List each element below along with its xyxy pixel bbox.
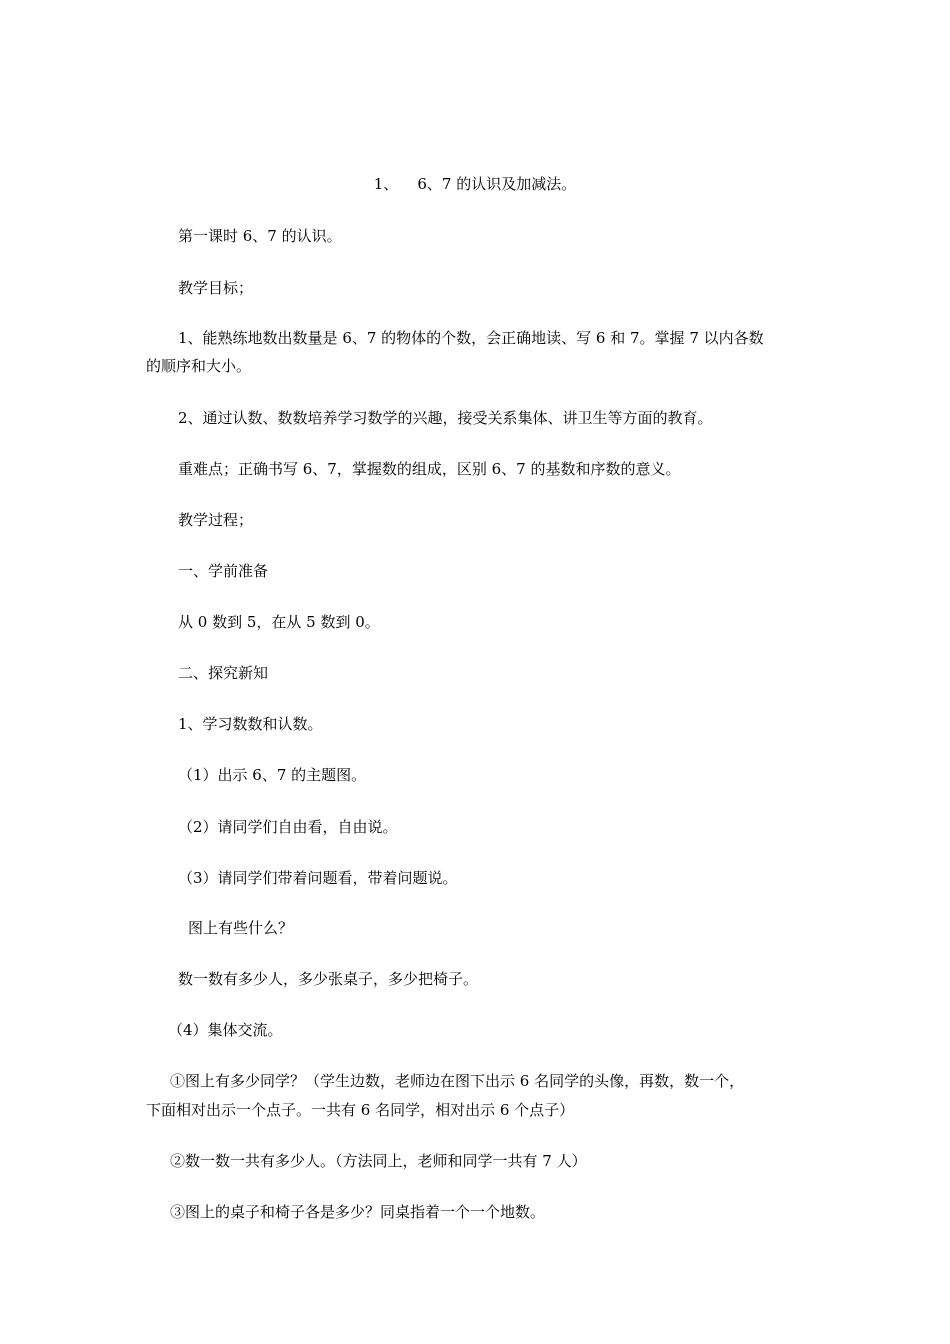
item-3: （3）请同学们带着问题看，带着问题说。 bbox=[178, 869, 458, 887]
lesson-heading: 第一课时 6、7 的认识。 bbox=[178, 227, 342, 245]
sub-step-1: 1、学习数数和认数。 bbox=[178, 715, 323, 733]
objective-1-line-1: 1、能熟练地数出数量是 6、7 的物体的个数，会正确地读、写 6 和 7。掌握 7 以内各数 bbox=[178, 329, 764, 347]
objective-2: 2、通过认数、数数培养学习数学的兴趣，接受关系集体、讲卫生等方面的教育。 bbox=[178, 409, 713, 427]
section-heading-objectives: 教学目标； bbox=[178, 279, 254, 297]
step-2-heading: 二、探究新知 bbox=[178, 664, 269, 682]
item-4: （4）集体交流。 bbox=[168, 1021, 283, 1039]
step-1-heading: 一、学前准备 bbox=[178, 562, 269, 580]
objective-1-line-2: 的顺序和大小。 bbox=[146, 357, 252, 375]
point-3: ③图上的桌子和椅子各是多少？同桌指着一个一个地数。 bbox=[170, 1203, 546, 1221]
document-title: 1、 6、7 的认识及加减法。 bbox=[373, 175, 577, 193]
section-heading-process: 教学过程； bbox=[178, 511, 254, 529]
question-2: 数一数有多少人，多少张桌子，多少把椅子。 bbox=[178, 970, 479, 988]
question-1: 图上有些什么？ bbox=[188, 919, 294, 937]
point-2: ②数一数一共有多少人。（方法同上，老师和同学一共有 7 人） bbox=[170, 1152, 587, 1170]
key-points: 重难点；正确书写 6、7，掌握数的组成，区别 6、7 的基数和序数的意义。 bbox=[178, 460, 681, 478]
step-1-content: 从 0 数到 5，在从 5 数到 0。 bbox=[178, 613, 380, 631]
point-1-line-2: 下面相对出示一个点子。一共有 6 名同学，相对出示 6 个点子） bbox=[146, 1101, 575, 1119]
item-2: （2）请同学们自由看，自由说。 bbox=[178, 818, 398, 836]
point-1-line-1: ①图上有多少同学？（学生边数，老师边在图下出示 6 名同学的头像，再数，数一个， bbox=[170, 1072, 745, 1090]
item-1: （1）出示 6、7 的主题图。 bbox=[178, 766, 367, 784]
